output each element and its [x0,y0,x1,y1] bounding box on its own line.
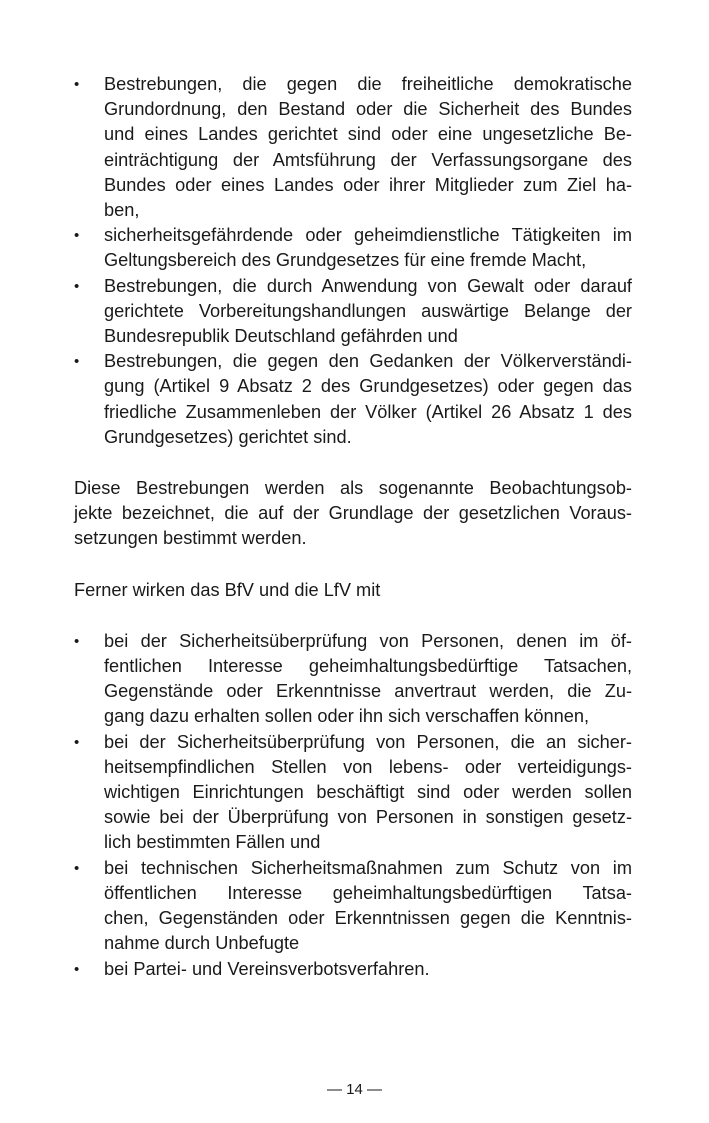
list-item [74,223,632,273]
text-line: chen, Gegenständen oder Erkenntnissen gegen die Kenntnis- [104,908,632,929]
text-line: Grundordnung, den Bestand oder die Sicherheit des Bundes [104,99,632,120]
paragraph-ferner: Ferner wirken das BfV und die LfV mit [74,579,381,600]
text-line: • Bestrebungen, die durch Anwendung von Gewalt oder darauf [104,275,632,296]
text-line: ben, [104,200,140,221]
text-line: nahme durch Unbefugte [104,933,300,954]
spacer [74,603,632,629]
document-body [74,72,632,982]
list-item [74,349,632,450]
text-line: jekte bezeichnet, die auf der Grundlage der gesetzlichen Voraus- [74,503,632,524]
list-item [74,730,632,856]
page-number: — 14 — [326,1081,383,1098]
text-line: • bei technischen Sicherheitsmaßnahmen zum Schutz von im [104,857,632,878]
paragraph-beobachtungsobjekte [74,476,632,552]
text-line: Diese Bestrebungen werden als sogenannte Beobachtungsob- [74,478,632,499]
text-line: setzungen bestimmt werden. [74,528,307,549]
text-line: Bundesrepublik Deutschland gefährden und [104,326,458,347]
text-line: friedliche Zusammenleben der Völker (Artikel 26 Absatz 1 des [104,401,632,422]
bullet-list-mitwirkung [74,629,632,982]
spacer [74,450,632,476]
text-line: öffentlichen Interesse geheimhaltungsbedürftigen Tatsa- [104,882,632,903]
text-line: gerichtete Vorbereitungshandlungen auswärtige Belange der [104,300,632,321]
list-item [74,856,632,957]
text-line: lich bestimmten Fällen und [104,832,321,853]
text-line: sowie bei der Überprüfung von Personen in sonstigen gesetz- [104,807,632,828]
text-line: heitsempfindlichen Stellen von lebens- oder verteidigungs- [104,756,632,777]
bullet-list-bestrebungen [74,72,632,450]
list-item [74,274,632,350]
text-line: Gegenstände oder Erkenntnisse anvertraut werden, die Zu- [104,681,632,702]
spacer [74,552,632,578]
text-line: • sicherheitsgefährdende oder geheimdienstliche Tätigkeiten im [104,225,632,246]
list-item [74,629,632,730]
text-line: • Bestrebungen, die gegen die freiheitliche demokratische [104,74,632,94]
text-line: gang dazu erhalten sollen oder ihn sich verschaffen können, [104,706,589,727]
list-item [74,72,632,223]
text-line: wichtigen Einrichtungen beschäftigt sind oder werden sollen [104,782,632,803]
text-line: • Bestrebungen, die gegen den Gedanken der Völkerverständi- [104,351,632,372]
text-line: • bei der Sicherheitsüberprüfung von Personen, denen im öf- [104,630,632,651]
text-line: Grundgesetzes) gerichtet sind. [104,426,352,447]
text-line: gung (Artikel 9 Absatz 2 des Grundgesetzes) oder gegen das [104,376,632,397]
text-line: und eines Landes gerichtet sind oder eine ungesetzliche Be- [104,124,632,145]
list-item [74,957,632,982]
text-line: einträchtigung der Amtsführung der Verfassungsorgane des [104,149,632,170]
text-line: fentlichen Interesse geheimhaltungsbedürftige Tatsachen, [104,656,632,677]
text-line: • bei Partei- und Vereinsverbotsverfahren. [104,958,430,979]
text-line: Bundes oder eines Landes oder ihrer Mitglieder zum Ziel ha- [104,174,632,195]
text-line: • bei der Sicherheitsüberprüfung von Personen, die an sicher- [104,731,632,752]
text-line: Geltungsbereich des Grundgesetzes für eine fremde Macht, [104,250,587,271]
